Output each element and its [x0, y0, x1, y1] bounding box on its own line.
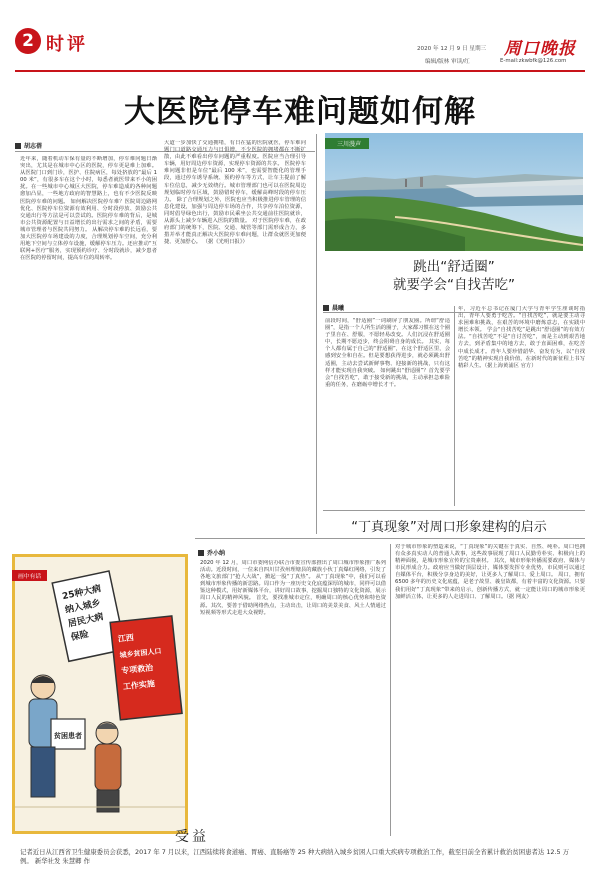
cartoon-title: 受益 — [175, 829, 209, 845]
opinion-headline-line-2: 就要学会“自找苦吃” — [393, 277, 515, 293]
section-title: 时评 — [46, 34, 88, 55]
editor-credit: 编辑/版林 审读/红 — [425, 59, 470, 65]
column-divider — [316, 134, 317, 534]
sign-2-line-3: 专项救治 — [120, 663, 154, 676]
cartoon-section-tag: 画中有话 — [12, 570, 47, 581]
middle-article-column-1: 前段时间，“舒适圈”一词刷屏了朋友圈。所谓“舒适圈”，是指一个人所生活的圈子，大家都习惯在这个圈子里自在、舒服，不愿轻易改变。人们沉浸在舒适圈中，长期不愿迈步，终会阻碍自身的成长。 其实，每个人都有属于自己的“舒适圈”，在这个舒适区里，会感到安全和自在。但是要想获得进步，就必须跳出舒适圈，主动去尝试新鲜事物、迎接新的挑战，只有这样才能实现自我突破。 如何跳出“舒适圈”？首先要学会“自找苦吃”，敢于接受新的挑战，主动承担急难险重的任务，在磨砺中增长才干。 — [325, 318, 450, 388]
contact-email: E-mail:zkwbfk@126.com — [500, 58, 567, 64]
photo-section-tag: 三川漫声 — [325, 138, 369, 149]
divider — [323, 510, 585, 511]
column-divider — [454, 306, 455, 506]
sign-1-line-4: 保险 — [70, 629, 90, 644]
left-article-column-2: 大道一步加快了交通拥堵，有日在猛的医院就医，停车难问题门口道路交通压力与日俱增，不少医院的拥堵都在不断扩散，由此不难看出停车问题的严重程度。医院应当合理引导车辆，用好周边停车资源，实现停车资源的共享。 医院停车难问题非但是车位“最后 100 米”，也需要智能化的管理手段，通过停车诱导系统、预约停车等方式，让车主提前了解车位信息，减少无效绕行。城市管理部门也可以在医院周边规划临时停车区域，鼓励错时停车，缓解高峰时段的停车压力。 除了合理规划之外，医院也应当积极推进停车管理的信息化建设，加强与周边停车场的合作，共享停车泊位资源，同时倡导绿色出行，鼓励市民乘坐公共交通前往医院就诊，从源头上减少车辆进入医院的数量。 对于医院停车难，在政府部门的统筹下，医院、交通、城管等部门需形成合力，多措并举才能真正解决大医院停车难问题，让群众就医更加便捷、更加舒心。 （据《光明日报》） — [164, 140, 306, 246]
column-divider — [390, 544, 391, 836]
opinion-headline-line-1: 跳出“舒适圈” — [413, 259, 495, 275]
bottom-article-column-1: 2020 年 12 月，周口市委网信办联合市委宣传部推出了周口城市形象推广系列活动。近段时间，一位来自四川甘孜州理塘县的藏族小伙丁真爆红网络，引发了各地文旅部门“抢人大战”，掀起一股“丁真热”。 从“丁真现象”中，我们可以看到城市形象传播的新思路。周口作为一座历史文化底蕴深厚的城市，同样可以借鉴这种模式，用好新媒体平台，讲好周口故事，挖掘周口独特的文化资源，展示周口人民的精神风貌。 首先，要找准城市定位，明确周口的核心优势和特色资源。其次，要善于借助网络热点，主动出击，让周口的美景美食、风土人情通过短视频等形式走进大众视野。 — [200, 560, 386, 616]
patient-sign: 贫困患者 — [54, 732, 82, 740]
sign-2-line-2: 城乡贫困人口 — [119, 647, 162, 660]
middle-article-column-2: 年，习近平总书记在厦门大学与青年学生座谈时指出，青年人要勇于吃苦。“自找苦吃”，就是要主动寻求困难和挑战，在艰苦的环境中磨炼意志，在实践中增长本领。 学会“自找苦吃”是跳出“舒适圈”的有效方法。“自找苦吃”不是“自讨苦吃”，而是主动到艰苦地方去，到矛盾集中的地方去，敢于直面困难，在吃苦中成长成才。青年人要珍惜韶华、奋发有为，以“自找苦吃”的精神实现自我价值，在新时代的新征程上书写精彩人生。（据上海黄浦区 官方） — [458, 306, 585, 369]
middle-article-byline: 晨曦 — [323, 303, 344, 312]
sign-1-line-2: 纳入城乡 — [64, 598, 102, 616]
left-article-column-1: 近年来，随着机动车保有量的不断增加，停车难问题日渐突出，尤其是在城市中心区的医院，停车更是难上加难。从医院门口到门诊，医护、住院病区，每处挤放的“最后 100 米”，有很多车在这个小时，每悉者就医带来不小的困扰。在一些城市中心城区大医院，停车难造成的各种问题愈加凸显，一些地方政府的智慧路上，也有不少医院反映医院停车难的问题。 如何解决医院停车难？医院周边路网优化、医院停车位资源有效利用、分时段停放、鼓励公共交通出行等方法是可以尝试的。医院停车难的背后，是城市公共资源配置与日益增长的出行需求之间的矛盾，需要城市管理者与医院共同努力。 从解决停车难的长远看，要加大医院停车场建设的力度，合理规划停车空间，充分利用地下空间与立体停车设施，缓解停车压力。还应推动“互联网+医疗”服务，实现预约诊疗、分时段就诊，减少患者在医院的停留时间，提高车位的周转率。 — [20, 156, 157, 262]
byline-square-icon — [15, 143, 21, 149]
byline-square-icon — [323, 305, 329, 311]
header-rule — [15, 70, 585, 72]
opinion-headline — [325, 258, 583, 294]
sign-1-line-3: 居民大病 — [67, 612, 105, 630]
left-article-byline: 胡志蓓 — [15, 141, 42, 150]
sign-2-line-4: 工作实施 — [122, 679, 156, 692]
newspaper-logo: 周口晚报 — [504, 39, 576, 59]
sign-1-line-1: 25种大病 — [61, 584, 103, 603]
editorial-cartoon — [12, 554, 188, 834]
bottom-article-column-2: 对于城市形象的塑造来说，“丁真现象”的关键在于真实、自然、纯朴。周口也拥有众多真实动人的普通人故事，这些故事展现了周口人民勤劳朴实、积极向上的精神面貌，是城市形象宣传的宝贵素材。 其次，城市形象传播需要政府、媒体与市民形成合力。政府应当做好顶层设计，媒体要发挥专业优势，市民则可以通过自媒体平台，积极分享身边的美好，让更多人了解周口、爱上周口。 周口，拥有 6500 多年的历史文化底蕴，是老子故里、羲皇故都，有着丰富的文化资源。只要我们用好“丁真现象”带来的启示，创新传播方式，就一定能让周口的城市形象更加鲜活立体，让更多的人走进周口、了解周口。（据 网友） — [395, 544, 585, 600]
page-number-badge: 2 — [15, 28, 41, 54]
bottom-article-byline: 乔小纳 — [198, 548, 225, 557]
issue-date: 2020 年 12 月 9 日 星期三 — [417, 46, 487, 52]
sign-2-line-1: 江西 — [117, 633, 135, 644]
river-landscape-photo — [325, 133, 583, 251]
main-headline: 大医院停车难问题如何解 — [124, 94, 476, 130]
cartoon-caption: 记者近日从江西省卫生健康委员会获悉，2017 年 7 月以来，江西陆续将食道癌、胃癌、直肠癌等 25 种大病纳入城乡贫困人口重大疾病专项救治工作，截至目前全省累计救治贫困患者达 12.5 万例。 新华社发 朱慧卿 作 — [20, 848, 569, 865]
divider — [195, 538, 585, 539]
ding-zhen-headline: “丁真现象”对周口形象建构的启示 — [351, 520, 547, 535]
byline-square-icon — [198, 550, 204, 556]
